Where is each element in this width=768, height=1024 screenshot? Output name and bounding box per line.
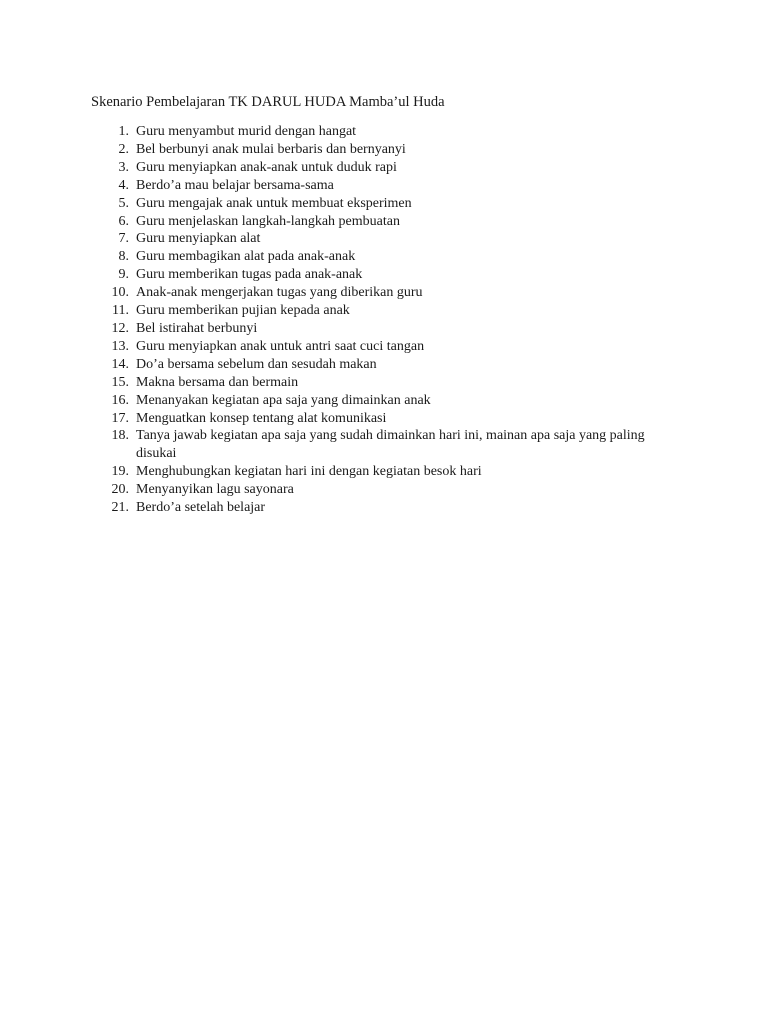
list-item bbox=[0, 463, 768, 481]
list-item bbox=[0, 141, 768, 159]
step-number: 17. bbox=[111, 410, 129, 426]
list-item bbox=[0, 410, 768, 428]
step-text: Guru menyiapkan alat bbox=[136, 231, 261, 247]
step-number: 19. bbox=[111, 464, 129, 480]
step-number: 7. bbox=[118, 231, 129, 247]
step-number: 2. bbox=[118, 141, 129, 157]
step-text: Bel istirahat berbunyi bbox=[136, 320, 258, 336]
list-item bbox=[0, 427, 768, 463]
step-number: 10. bbox=[111, 285, 129, 301]
step-text: Guru memberikan tugas pada anak-anak bbox=[136, 267, 363, 283]
step-text: Guru membagikan alat pada anak-anak bbox=[136, 249, 356, 265]
step-text: Berdo’a setelah belajar bbox=[136, 500, 266, 516]
document-title: Skenario Pembelajaran TK DARUL HUDA Mamba’ul Huda bbox=[91, 94, 445, 110]
scenario-step-list bbox=[0, 123, 768, 517]
list-item bbox=[0, 392, 768, 410]
step-text: Menghubungkan kegiatan hari ini dengan kegiatan besok hari bbox=[136, 464, 482, 480]
list-item bbox=[0, 248, 768, 266]
list-item bbox=[0, 481, 768, 499]
step-number: 3. bbox=[118, 159, 129, 175]
step-number: 21. bbox=[111, 500, 129, 516]
step-number: 11. bbox=[112, 303, 129, 319]
list-item bbox=[0, 302, 768, 320]
step-text: Makna bersama dan bermain bbox=[136, 374, 299, 390]
list-item bbox=[0, 230, 768, 248]
step-text: Guru memberikan pujian kepada anak bbox=[136, 303, 350, 319]
list-item bbox=[0, 266, 768, 284]
step-number: 12. bbox=[111, 320, 129, 336]
step-number: 6. bbox=[118, 213, 129, 229]
step-number: 9. bbox=[118, 267, 129, 283]
step-number: 14. bbox=[111, 356, 129, 372]
list-item bbox=[0, 284, 768, 302]
step-text: Menanyakan kegiatan apa saja yang dimainkan anak bbox=[136, 392, 431, 408]
step-number: 1. bbox=[118, 124, 129, 139]
step-text: Guru menjelaskan langkah-langkah pembuatan bbox=[136, 213, 400, 229]
step-text: Berdo’a mau belajar bersama-sama bbox=[136, 177, 334, 193]
step-text: Tanya jawab kegiatan apa saja yang sudah dimainkan hari ini, mainan apa saja yang paling disukai bbox=[136, 428, 645, 462]
list-item bbox=[0, 123, 768, 141]
list-item bbox=[0, 356, 768, 374]
step-number: 15. bbox=[111, 374, 129, 390]
step-text: Guru menyiapkan anak-anak untuk duduk rapi bbox=[136, 159, 397, 175]
step-text: Menyanyikan lagu sayonara bbox=[136, 482, 294, 498]
step-number: 20. bbox=[111, 482, 129, 498]
step-text: Guru mengajak anak untuk membuat eksperimen bbox=[136, 195, 412, 211]
list-item bbox=[0, 213, 768, 231]
list-item bbox=[0, 374, 768, 392]
list-item bbox=[0, 338, 768, 356]
step-number: 16. bbox=[111, 392, 129, 408]
list-item bbox=[0, 499, 768, 517]
step-text: Do’a bersama sebelum dan sesudah makan bbox=[136, 356, 377, 372]
step-text: Menguatkan konsep tentang alat komunikasi bbox=[136, 410, 387, 426]
step-number: 8. bbox=[118, 249, 129, 265]
list-item bbox=[0, 320, 768, 338]
step-text: Bel berbunyi anak mulai berbaris dan bernyanyi bbox=[136, 141, 406, 157]
step-number: 4. bbox=[118, 177, 129, 193]
step-number: 13. bbox=[111, 338, 129, 354]
list-item bbox=[0, 177, 768, 195]
step-number: 5. bbox=[118, 195, 129, 211]
list-item bbox=[0, 195, 768, 213]
step-text: Guru menyiapkan anak untuk antri saat cuci tangan bbox=[136, 338, 425, 354]
step-text: Guru menyambut murid dengan hangat bbox=[136, 124, 357, 139]
step-text: Anak-anak mengerjakan tugas yang diberikan guru bbox=[136, 285, 423, 301]
step-number: 18. bbox=[111, 428, 129, 444]
list-item bbox=[0, 159, 768, 177]
